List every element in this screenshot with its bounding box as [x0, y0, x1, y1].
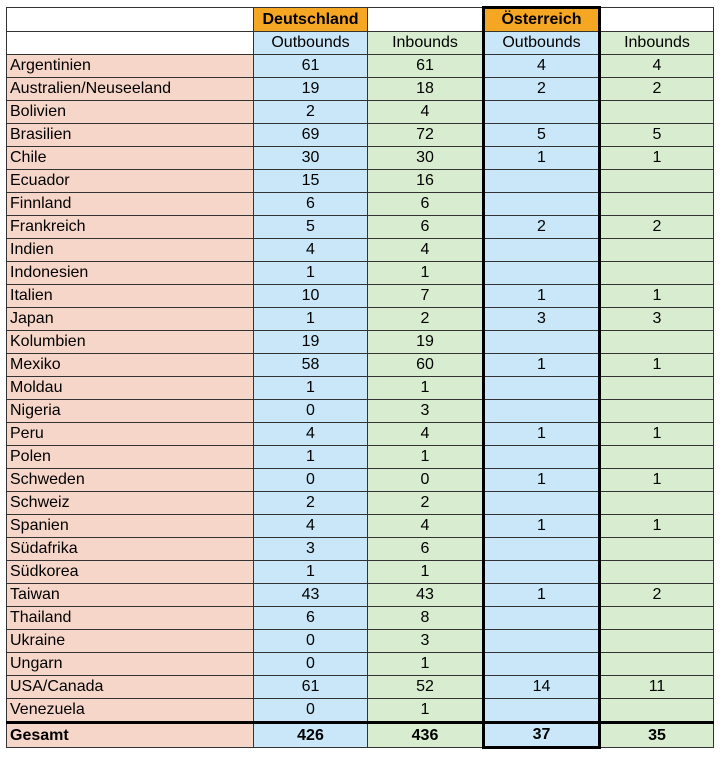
de-inbounds-cell: 19	[368, 331, 484, 354]
at-outbounds-cell: 2	[484, 78, 600, 101]
de-outbounds-cell: 0	[254, 400, 368, 423]
group-header-row	[7, 8, 714, 32]
country-cell: Indien	[7, 239, 254, 262]
country-cell: Argentinien	[7, 55, 254, 78]
country-cell: Ukraine	[7, 630, 254, 653]
at-inbounds-cell: 2	[600, 78, 714, 101]
table-row	[7, 170, 714, 193]
de-outbounds-cell: 0	[254, 653, 368, 676]
at-outbounds-cell	[484, 331, 600, 354]
country-cell: Thailand	[7, 607, 254, 630]
country-cell: Frankreich	[7, 216, 254, 239]
at-inbounds-cell	[600, 170, 714, 193]
country-cell: Südkorea	[7, 561, 254, 584]
at-inbounds-cell: 1	[600, 423, 714, 446]
de-inbounds-cell: 4	[368, 423, 484, 446]
de-inbounds-cell: 1	[368, 446, 484, 469]
table-row	[7, 400, 714, 423]
country-cell: Südafrika	[7, 538, 254, 561]
de-inbounds-cell: 1	[368, 699, 484, 723]
at-outbounds-cell	[484, 400, 600, 423]
at-inbounds-cell	[600, 699, 714, 723]
at-inbounds-cell	[600, 538, 714, 561]
table-row	[7, 469, 714, 492]
de-inbounds-cell: 4	[368, 515, 484, 538]
de-inbounds-cell: 1	[368, 262, 484, 285]
de-outbounds-cell: 6	[254, 607, 368, 630]
de-inbounds-cell: 6	[368, 193, 484, 216]
de-inbounds-cell: 4	[368, 239, 484, 262]
de-outbounds-cell: 0	[254, 469, 368, 492]
table-row	[7, 78, 714, 101]
de-outbounds-cell: 61	[254, 676, 368, 699]
group-header-spacer	[368, 8, 484, 32]
table-row	[7, 676, 714, 699]
country-cell: Australien/Neuseeland	[7, 78, 254, 101]
de-outbounds-cell: 2	[254, 492, 368, 515]
table-row	[7, 308, 714, 331]
at-outbounds-cell	[484, 653, 600, 676]
table-row	[7, 607, 714, 630]
de-outbounds-cell: 0	[254, 630, 368, 653]
at-inbounds-cell: 2	[600, 216, 714, 239]
at-inbounds-cell: 4	[600, 55, 714, 78]
column-header-de-outbounds: Outbounds	[254, 32, 368, 55]
total-de-inbounds-cell: 436	[368, 723, 484, 748]
de-inbounds-cell: 8	[368, 607, 484, 630]
de-inbounds-cell: 72	[368, 124, 484, 147]
de-outbounds-cell: 15	[254, 170, 368, 193]
at-outbounds-cell	[484, 492, 600, 515]
table-row	[7, 492, 714, 515]
at-inbounds-cell	[600, 377, 714, 400]
de-inbounds-cell: 52	[368, 676, 484, 699]
at-inbounds-cell	[600, 653, 714, 676]
de-inbounds-cell: 2	[368, 492, 484, 515]
de-inbounds-cell: 1	[368, 377, 484, 400]
header-corner-cell	[7, 8, 254, 32]
table-row	[7, 653, 714, 676]
group-header-spacer	[600, 8, 714, 32]
at-outbounds-cell: 1	[484, 423, 600, 446]
at-inbounds-cell: 2	[600, 584, 714, 607]
table-row	[7, 239, 714, 262]
de-outbounds-cell: 2	[254, 101, 368, 124]
de-outbounds-cell: 4	[254, 423, 368, 446]
at-outbounds-cell: 2	[484, 216, 600, 239]
table-row	[7, 377, 714, 400]
de-outbounds-cell: 1	[254, 262, 368, 285]
de-inbounds-cell: 1	[368, 653, 484, 676]
total-at-outbounds-cell: 37	[484, 723, 600, 748]
country-cell: Polen	[7, 446, 254, 469]
table-row	[7, 331, 714, 354]
at-outbounds-cell: 1	[484, 285, 600, 308]
de-inbounds-cell: 16	[368, 170, 484, 193]
de-outbounds-cell: 69	[254, 124, 368, 147]
de-outbounds-cell: 58	[254, 354, 368, 377]
country-cell: Spanien	[7, 515, 254, 538]
de-inbounds-cell: 0	[368, 469, 484, 492]
country-cell: Italien	[7, 285, 254, 308]
table-row	[7, 216, 714, 239]
at-outbounds-cell: 14	[484, 676, 600, 699]
table-row	[7, 584, 714, 607]
at-inbounds-cell	[600, 630, 714, 653]
at-outbounds-cell	[484, 446, 600, 469]
table-row	[7, 193, 714, 216]
at-inbounds-cell	[600, 607, 714, 630]
table-row	[7, 630, 714, 653]
at-outbounds-cell: 1	[484, 584, 600, 607]
de-outbounds-cell: 1	[254, 377, 368, 400]
at-outbounds-cell: 1	[484, 354, 600, 377]
at-outbounds-cell	[484, 101, 600, 124]
table-row	[7, 354, 714, 377]
column-header-de-inbounds: Inbounds	[368, 32, 484, 55]
table-row	[7, 55, 714, 78]
de-outbounds-cell: 43	[254, 584, 368, 607]
country-cell: Finnland	[7, 193, 254, 216]
at-outbounds-cell: 3	[484, 308, 600, 331]
total-at-inbounds-cell: 35	[600, 723, 714, 748]
exchange-table	[6, 6, 714, 749]
at-outbounds-cell: 4	[484, 55, 600, 78]
de-outbounds-cell: 4	[254, 515, 368, 538]
at-outbounds-cell	[484, 699, 600, 723]
de-inbounds-cell: 3	[368, 400, 484, 423]
group-header-deutschland: Deutschland	[254, 8, 368, 32]
de-inbounds-cell: 61	[368, 55, 484, 78]
de-inbounds-cell: 60	[368, 354, 484, 377]
country-cell: Mexiko	[7, 354, 254, 377]
de-inbounds-cell: 3	[368, 630, 484, 653]
country-cell: Chile	[7, 147, 254, 170]
at-inbounds-cell: 5	[600, 124, 714, 147]
country-cell: Schweiz	[7, 492, 254, 515]
table-row	[7, 699, 714, 723]
at-outbounds-cell: 5	[484, 124, 600, 147]
de-outbounds-cell: 1	[254, 561, 368, 584]
country-cell: Bolivien	[7, 101, 254, 124]
at-outbounds-cell: 1	[484, 515, 600, 538]
at-outbounds-cell	[484, 377, 600, 400]
header-country-blank	[7, 32, 254, 55]
de-inbounds-cell: 2	[368, 308, 484, 331]
at-outbounds-cell	[484, 193, 600, 216]
de-outbounds-cell: 4	[254, 239, 368, 262]
de-outbounds-cell: 5	[254, 216, 368, 239]
de-outbounds-cell: 3	[254, 538, 368, 561]
country-cell: Venezuela	[7, 699, 254, 723]
at-inbounds-cell	[600, 492, 714, 515]
at-inbounds-cell	[600, 400, 714, 423]
at-outbounds-cell: 1	[484, 147, 600, 170]
de-outbounds-cell: 30	[254, 147, 368, 170]
at-inbounds-cell	[600, 561, 714, 584]
at-inbounds-cell	[600, 331, 714, 354]
column-header-at-inbounds: Inbounds	[600, 32, 714, 55]
table-row	[7, 561, 714, 584]
total-row	[7, 723, 714, 748]
at-outbounds-cell	[484, 630, 600, 653]
de-inbounds-cell: 18	[368, 78, 484, 101]
at-inbounds-cell: 1	[600, 147, 714, 170]
at-inbounds-cell: 1	[600, 354, 714, 377]
country-cell: Peru	[7, 423, 254, 446]
de-inbounds-cell: 6	[368, 538, 484, 561]
country-cell: Brasilien	[7, 124, 254, 147]
country-cell: Indonesien	[7, 262, 254, 285]
de-outbounds-cell: 19	[254, 331, 368, 354]
at-outbounds-cell	[484, 170, 600, 193]
country-cell: Kolumbien	[7, 331, 254, 354]
at-outbounds-cell: 1	[484, 469, 600, 492]
de-outbounds-cell: 61	[254, 55, 368, 78]
de-inbounds-cell: 30	[368, 147, 484, 170]
de-inbounds-cell: 43	[368, 584, 484, 607]
at-inbounds-cell	[600, 262, 714, 285]
table-row	[7, 423, 714, 446]
total-label-cell: Gesamt	[7, 723, 254, 748]
table-row	[7, 538, 714, 561]
country-cell: Nigeria	[7, 400, 254, 423]
table-row	[7, 515, 714, 538]
de-outbounds-cell: 19	[254, 78, 368, 101]
at-inbounds-cell: 1	[600, 285, 714, 308]
table-row	[7, 124, 714, 147]
at-inbounds-cell: 3	[600, 308, 714, 331]
de-outbounds-cell: 10	[254, 285, 368, 308]
at-outbounds-cell	[484, 538, 600, 561]
de-outbounds-cell: 6	[254, 193, 368, 216]
at-inbounds-cell: 1	[600, 515, 714, 538]
table-row	[7, 446, 714, 469]
at-inbounds-cell	[600, 101, 714, 124]
country-cell: Schweden	[7, 469, 254, 492]
column-header-row	[7, 32, 714, 55]
country-cell: Moldau	[7, 377, 254, 400]
country-cell: Ecuador	[7, 170, 254, 193]
table-row	[7, 262, 714, 285]
at-outbounds-cell	[484, 239, 600, 262]
table-row	[7, 147, 714, 170]
de-outbounds-cell: 1	[254, 446, 368, 469]
de-outbounds-cell: 0	[254, 699, 368, 723]
table-row	[7, 285, 714, 308]
at-outbounds-cell	[484, 561, 600, 584]
de-inbounds-cell: 4	[368, 101, 484, 124]
table-row	[7, 101, 714, 124]
country-cell: Ungarn	[7, 653, 254, 676]
country-cell: Taiwan	[7, 584, 254, 607]
at-outbounds-cell	[484, 607, 600, 630]
at-inbounds-cell	[600, 193, 714, 216]
de-outbounds-cell: 1	[254, 308, 368, 331]
de-inbounds-cell: 6	[368, 216, 484, 239]
group-header-oesterreich: Österreich	[484, 8, 600, 32]
country-cell: USA/Canada	[7, 676, 254, 699]
at-inbounds-cell	[600, 446, 714, 469]
at-outbounds-cell	[484, 262, 600, 285]
at-inbounds-cell: 11	[600, 676, 714, 699]
at-inbounds-cell	[600, 239, 714, 262]
column-header-at-outbounds: Outbounds	[484, 32, 600, 55]
de-inbounds-cell: 1	[368, 561, 484, 584]
country-cell: Japan	[7, 308, 254, 331]
total-de-outbounds-cell: 426	[254, 723, 368, 748]
de-inbounds-cell: 7	[368, 285, 484, 308]
at-inbounds-cell: 1	[600, 469, 714, 492]
